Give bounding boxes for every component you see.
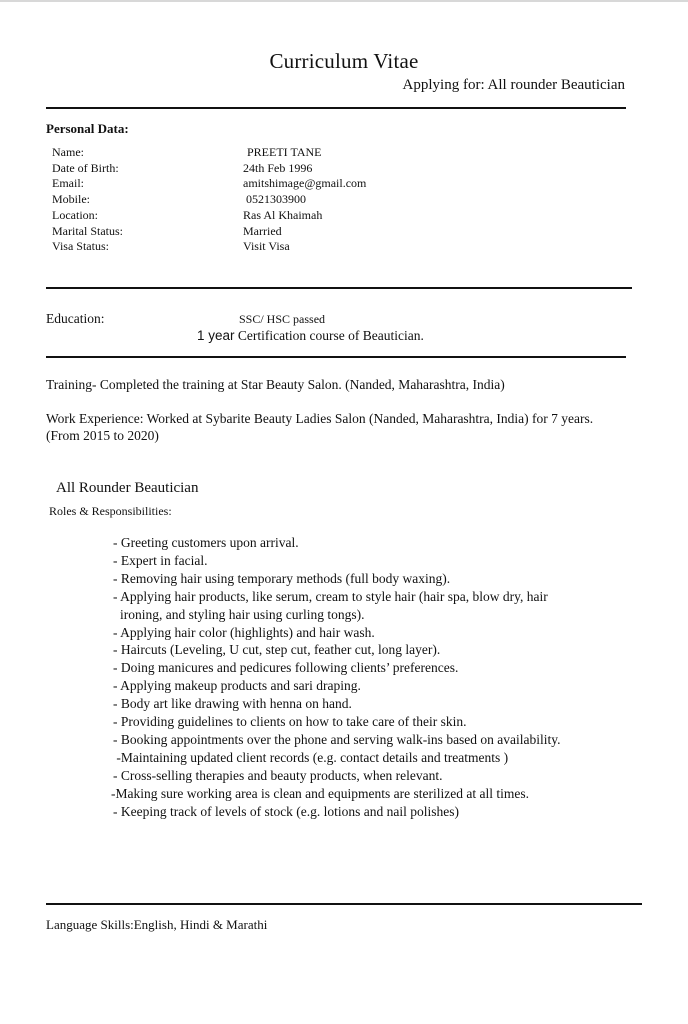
- personal-data-heading: Personal Data:: [46, 121, 129, 136]
- language-skills: Language Skills:English, Hindi & Marathi: [46, 917, 268, 932]
- list-item: - Expert in facial.: [113, 552, 208, 568]
- experience-line-2: (From 2015 to 2020): [46, 428, 159, 443]
- training-text: Training- Completed the training at Star Beauty Salon. (Nanded, Maharashtra, India): [46, 377, 505, 392]
- list-item: - Applying makeup products and sari draping.: [113, 678, 361, 694]
- experience-line-1: Work Experience: Worked at Sybarite Beauty Ladies Salon (Nanded, Maharashtra, India) for 7 years.: [46, 411, 594, 426]
- list-item: - Cross-selling therapies and beauty products, when relevant.: [113, 767, 443, 783]
- list-item: ironing, and styling hair using curling tongs).: [120, 606, 365, 622]
- page-title: Curriculum Vitae: [269, 49, 419, 73]
- divider: [46, 356, 626, 358]
- email-label: Email:: [52, 176, 84, 191]
- responsibilities-heading: Roles & Responsibilities:: [49, 504, 172, 518]
- location-value: Ras Al Khaimah: [243, 207, 323, 222]
- divider: [46, 903, 642, 905]
- location-label: Location:: [52, 207, 98, 222]
- marital-label: Marital Status:: [52, 223, 123, 238]
- list-item: - Haircuts (Leveling, U cut, step cut, feather cut, long layer).: [113, 642, 441, 658]
- list-item: -Making sure working area is clean and equipments are sterilized at all times.: [111, 785, 529, 801]
- list-item: -Maintaining updated client records (e.g. contact details and treatments ): [113, 749, 509, 765]
- education-line-1: SSC/ HSC passed: [239, 312, 326, 326]
- visa-label: Visa Status:: [52, 239, 109, 254]
- education-line-2: [197, 328, 424, 344]
- list-item: - Body art like drawing with henna on hand.: [113, 696, 352, 712]
- name-label: Name:: [52, 145, 84, 159]
- name-value: PREETI TANE: [247, 145, 322, 159]
- dob-label: Date of Birth:: [52, 160, 119, 175]
- list-item: - Applying hair products, like serum, cream to style hair (hair spa, blow dry, hair: [113, 588, 548, 604]
- marital-value: Married: [243, 223, 282, 238]
- personal-values: [243, 145, 366, 255]
- education-duration: 1 year: [197, 328, 235, 343]
- mobile-value: 0521303900: [246, 192, 306, 207]
- responsibilities-list: [113, 534, 561, 821]
- email-value: amitshimage@gmail.com: [243, 176, 367, 191]
- education-course: Certification course of Beautician.: [234, 328, 424, 343]
- mobile-label: Mobile:: [52, 192, 90, 207]
- top-border: [0, 0, 688, 2]
- list-item: - Keeping track of levels of stock (e.g. lotions and nail polishes): [113, 803, 460, 819]
- divider: [46, 107, 626, 109]
- list-item: - Doing manicures and pedicures following clients’ preferences.: [113, 660, 459, 676]
- dob-value: 24th Feb 1996: [243, 160, 313, 175]
- list-item: - Booking appointments over the phone and serving walk-ins based on availability.: [113, 731, 561, 747]
- role-title: All Rounder Beautician: [56, 480, 199, 496]
- visa-value: Visit Visa: [243, 239, 290, 254]
- personal-labels: [52, 145, 123, 255]
- education-label: Education:: [46, 311, 105, 326]
- divider: [46, 287, 632, 289]
- list-item: - Providing guidelines to clients on how to take care of their skin.: [113, 714, 467, 730]
- list-item: - Applying hair color (highlights) and hair wash.: [113, 624, 375, 640]
- list-item: - Removing hair using temporary methods (full body waxing).: [113, 570, 451, 586]
- list-item: - Greeting customers upon arrival.: [113, 535, 299, 550]
- applying-for: Applying for: All rounder Beautician: [402, 77, 625, 93]
